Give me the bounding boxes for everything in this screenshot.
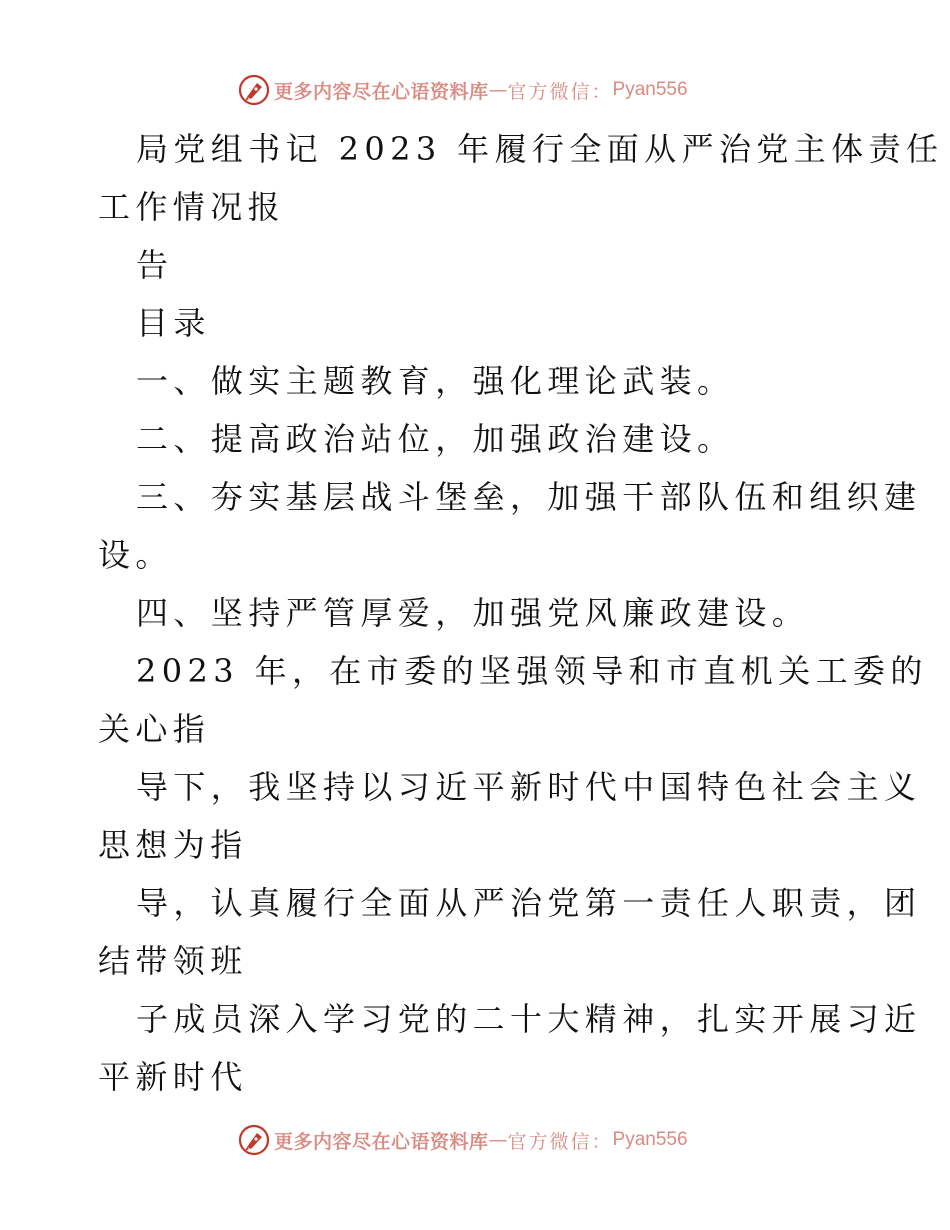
watermark-wechat-label: 官方微信： xyxy=(507,80,613,103)
doc-line: 2023 年，在市委的坚强领导和市直机关工委的 xyxy=(136,652,928,690)
doc-line: 结带领班 xyxy=(98,942,248,980)
pen-nib-logo-icon xyxy=(238,1124,270,1156)
doc-line: 一、做实主题教育，强化理论武装。 xyxy=(136,362,735,400)
doc-line: 四、坚持严管厚爱，加强党风廉政建设。 xyxy=(136,594,810,632)
doc-line: 子成员深入学习党的二十大精神，扎实开展习近 xyxy=(136,1000,922,1038)
doc-line: 导，认真履行全面从严治党第一责任人职责，团 xyxy=(136,884,922,922)
document-body xyxy=(98,120,944,1106)
watermark-wechat-id: Pyan556 xyxy=(612,79,688,100)
doc-line: 二、提高政治站位，加强政治建设。 xyxy=(136,420,735,458)
doc-line: 告 xyxy=(136,246,174,284)
doc-line: 关心指 xyxy=(98,710,211,748)
watermark-wechat-id: Pyan556 xyxy=(612,1129,688,1150)
doc-line: 目录 xyxy=(136,304,211,342)
doc-line: 工作情况报 xyxy=(98,188,286,226)
doc-line: 局党组书记 2023 年履行全面从严治党主体责任 xyxy=(136,130,944,168)
doc-line: 导下，我坚持以习近平新时代中国特色社会主义 xyxy=(136,768,922,806)
pen-nib-logo-icon xyxy=(238,74,270,106)
watermark-brand: 更多内容尽在心语资料库 xyxy=(274,1130,489,1153)
watermark-separator: — xyxy=(488,1129,508,1151)
doc-line: 设。 xyxy=(98,536,173,574)
watermark-wechat-label: 官方微信： xyxy=(507,1130,613,1153)
doc-line: 思想为指 xyxy=(98,826,248,864)
watermark-separator: — xyxy=(488,79,508,101)
watermark-brand: 更多内容尽在心语资料库 xyxy=(274,80,489,103)
doc-line: 三、夯实基层战斗堡垒，加强干部队伍和组织建 xyxy=(136,478,922,516)
header-watermark xyxy=(238,73,758,107)
doc-line: 平新时代 xyxy=(98,1058,248,1096)
footer-watermark xyxy=(238,1123,758,1157)
